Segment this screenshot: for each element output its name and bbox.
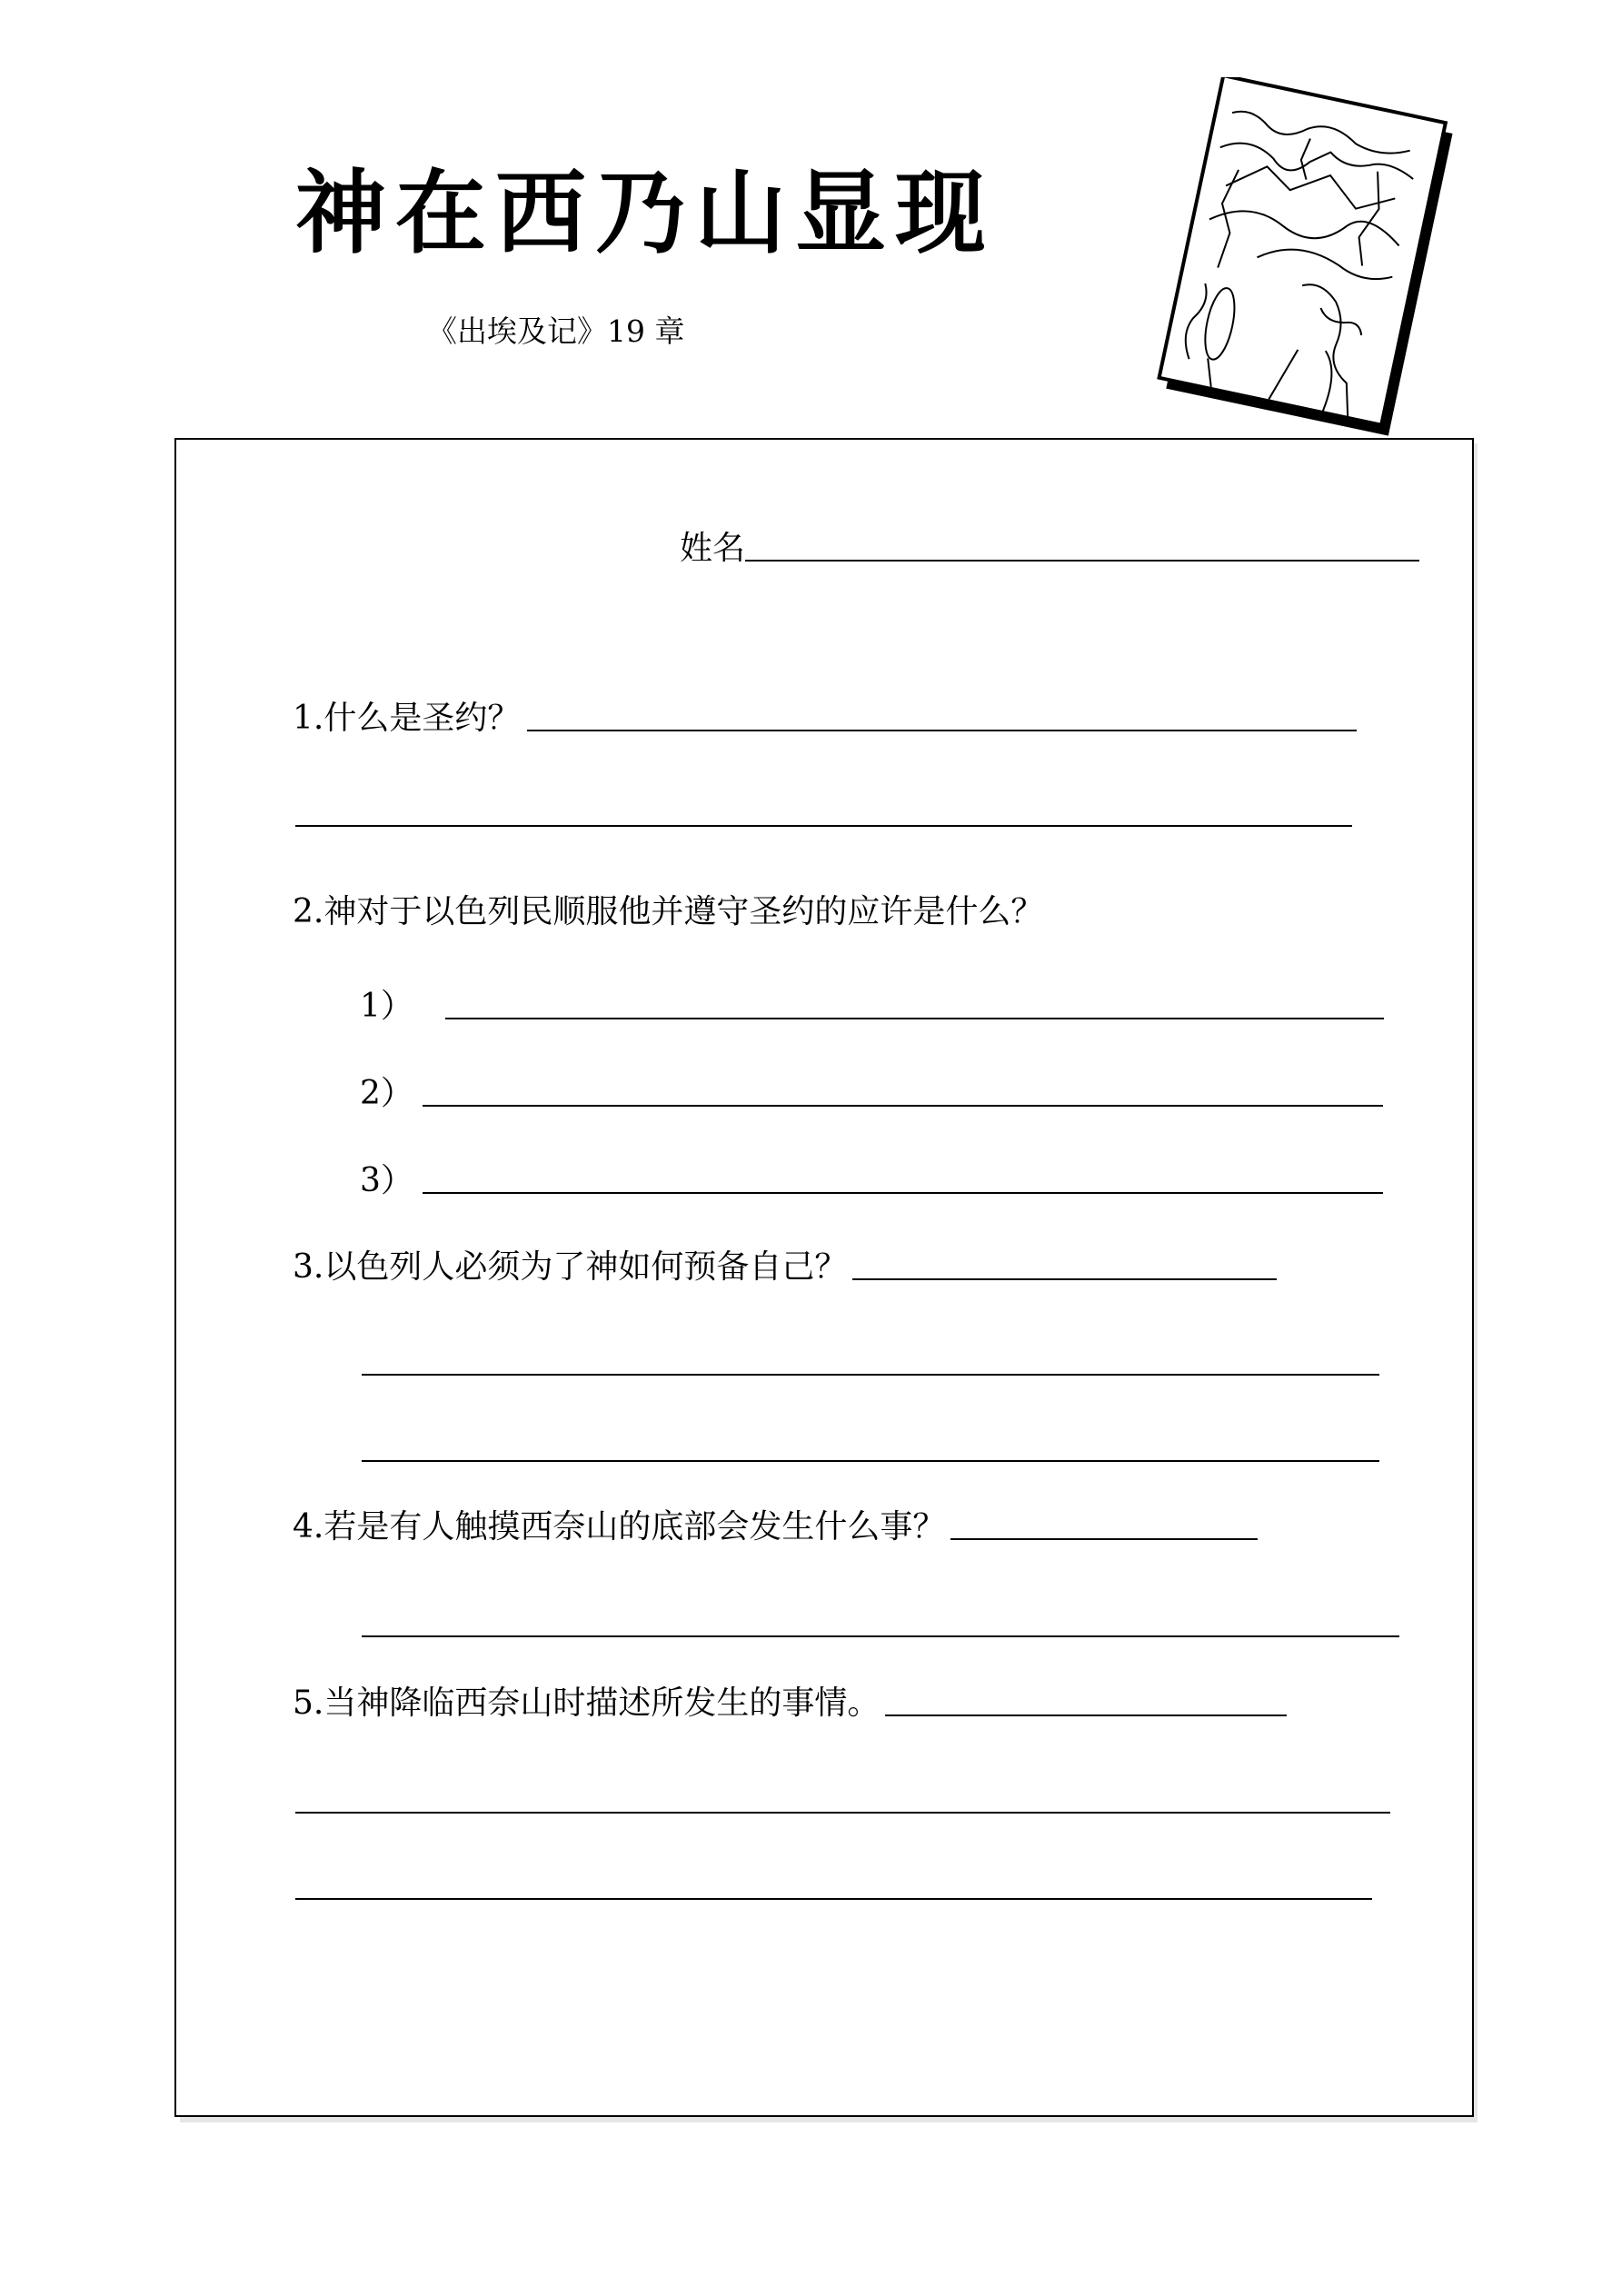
answer-3-line-2[interactable] xyxy=(362,1374,1379,1376)
moses-illustration xyxy=(1149,77,1468,436)
question-4-row xyxy=(293,1508,1258,1546)
answer-5-line-2[interactable] xyxy=(295,1812,1390,1814)
question-3-text: 3.以色列人必须为了神如何预备自己？ xyxy=(293,1248,848,1286)
name-field[interactable] xyxy=(745,560,1419,562)
question-5-row xyxy=(293,1687,1287,1720)
question-1-text: 1.什么是圣约？ xyxy=(293,700,521,737)
question-2-item-1-row xyxy=(360,990,1384,1023)
answer-2-line-2[interactable] xyxy=(423,1105,1383,1107)
name-label: 姓名 xyxy=(680,530,746,567)
question-4-text: 4.若是有人触摸西奈山的底部会发生什么事？ xyxy=(293,1508,946,1546)
question-2-item-3-row xyxy=(360,1162,1383,1199)
question-2-item-2-row xyxy=(360,1075,1383,1112)
answer-3-line-3[interactable] xyxy=(362,1460,1379,1462)
answer-4-line-2[interactable] xyxy=(362,1635,1399,1637)
answer-3-line-1[interactable] xyxy=(852,1278,1277,1280)
answer-1-line-1[interactable] xyxy=(527,730,1357,731)
answer-5-line-3[interactable] xyxy=(295,1898,1372,1900)
item-1-label: 1） xyxy=(360,988,413,1025)
answer-2-line-3[interactable] xyxy=(423,1192,1383,1194)
question-1-row xyxy=(293,702,1357,735)
question-5-text: 5.当神降临西奈山时描述所发生的事情。 xyxy=(293,1685,881,1722)
answer-2-line-1[interactable] xyxy=(445,1018,1384,1019)
question-2-text: 2.神对于以色列民顺服他并遵守圣约的应许是什么？ xyxy=(293,893,1044,930)
item-2-label: 2） xyxy=(360,1075,413,1112)
item-3-label: 3） xyxy=(360,1162,413,1199)
answer-4-line-1[interactable] xyxy=(950,1538,1258,1540)
scripture-reference: 《出埃及记》19 章 xyxy=(427,313,685,349)
question-3-row xyxy=(293,1248,1277,1286)
answer-5-line-1[interactable] xyxy=(885,1715,1287,1716)
page-title: 神在西乃山显现 xyxy=(295,160,995,266)
answer-1-line-2[interactable] xyxy=(295,825,1352,827)
name-row xyxy=(680,532,1419,565)
